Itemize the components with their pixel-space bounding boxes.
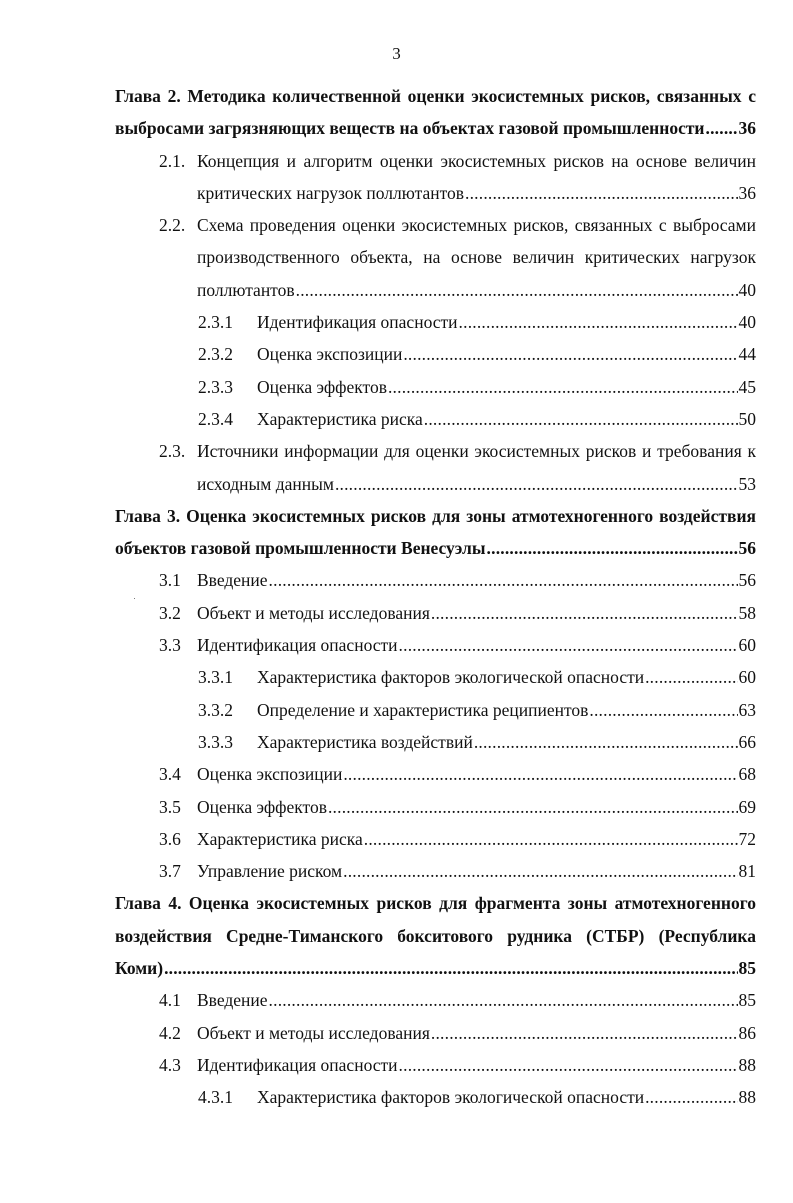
- toc-entry-title: Характеристика риска: [257, 408, 423, 429]
- toc-entry-last-line: [197, 1049, 756, 1081]
- toc-entry-last-line: [257, 338, 756, 370]
- toc-entry-title: Объект и методы исследования: [197, 602, 430, 623]
- toc-entry-page: 58: [738, 602, 756, 623]
- toc-entry-title: Оценка экспозиции: [197, 764, 343, 785]
- dot-leader: [706, 112, 738, 144]
- toc-entry-title: Введение: [197, 990, 268, 1011]
- toc-entry-number: 4.3.1: [198, 1087, 233, 1108]
- toc-entry-title-line: Глава 4. Оценка экосистемных рисков для фрагмента зоны атмотехногенного: [115, 893, 756, 914]
- toc-entry: [115, 564, 756, 596]
- toc-entry-title: Идентификация опасности: [197, 635, 398, 656]
- dot-leader: [424, 403, 738, 435]
- toc-entry: [115, 855, 756, 887]
- toc-entry: [115, 629, 756, 661]
- toc-entry-page: 56: [738, 538, 756, 559]
- toc-entry-page: 85: [738, 958, 756, 979]
- dot-leader: [403, 338, 737, 370]
- toc-entry-page: 53: [738, 473, 756, 494]
- toc-entry-page: 86: [738, 1022, 756, 1043]
- dot-leader: [343, 855, 737, 887]
- toc-entry-title-line: Глава 2. Методика количественной оценки экосистемных рисков, связанных с: [115, 86, 756, 106]
- dot-leader: [487, 532, 738, 564]
- toc-entry-number: 2.3.2: [198, 344, 233, 365]
- toc-entry-page: 50: [738, 408, 756, 429]
- toc-entry-title: исходным данным: [197, 473, 334, 494]
- toc-entry-last-line: [257, 306, 756, 338]
- toc-entry-number: 2.3.3: [198, 376, 233, 397]
- toc-entry-page: 68: [738, 764, 756, 785]
- toc-entry-last-line: [115, 112, 756, 144]
- toc-chapter: [115, 500, 756, 565]
- toc-entry-last-line: [197, 855, 756, 887]
- toc-entry-number: 3.1: [159, 570, 181, 591]
- dot-leader: [399, 1049, 738, 1081]
- toc-entry-title: Идентификация опасности: [197, 1054, 398, 1075]
- page-number: 3: [392, 44, 401, 63]
- toc-entry-number: 2.3.4: [198, 408, 233, 429]
- toc-entry-page: 44: [738, 344, 756, 365]
- toc-entry-last-line: [197, 177, 756, 209]
- scan-speck: [134, 598, 135, 599]
- toc-entry-page: 36: [738, 182, 756, 203]
- toc-entry-number: 4.3: [159, 1054, 181, 1075]
- toc-entry-last-line: [257, 661, 756, 693]
- toc-entry-page: 60: [738, 635, 756, 656]
- toc-entry-number: 3.5: [159, 796, 181, 817]
- dot-leader: [431, 1017, 738, 1049]
- toc-entry: [115, 145, 756, 210]
- toc-entry-title: Введение: [197, 570, 268, 591]
- toc-entry-last-line: [257, 726, 756, 758]
- toc-entry-number: 3.3.3: [198, 731, 233, 752]
- toc-entry-title: Характеристика риска: [197, 828, 363, 849]
- toc-entry-title-line: производственного объекта, на основе величин критических нагрузок: [197, 247, 756, 268]
- toc-entry-number: 4.2: [159, 1022, 181, 1043]
- dot-leader: [399, 629, 738, 661]
- toc-entry-page: 63: [738, 699, 756, 720]
- dot-leader: [589, 694, 737, 726]
- toc-entry: [115, 661, 756, 693]
- toc-entry-page: 88: [738, 1054, 756, 1075]
- toc-entry-title: Определение и характеристика реципиентов: [257, 699, 589, 720]
- toc-entry: [115, 823, 756, 855]
- toc-entry-last-line: [197, 274, 756, 306]
- toc-entry-title: Управление риском: [197, 861, 343, 882]
- toc-entry-page: 60: [738, 667, 756, 688]
- toc-entry-title-line: Концепция и алгоритм оценки экосистемных рисков на основе величин: [197, 150, 756, 171]
- toc-entry-title-line: Глава 3. Оценка экосистемных рисков для зоны атмотехногенного воздействия: [115, 505, 756, 526]
- dot-leader: [296, 274, 738, 306]
- dot-leader: [328, 791, 738, 823]
- toc-entry-number: 2.3.1: [198, 312, 233, 333]
- dot-leader: [645, 661, 737, 693]
- toc-entry-last-line: [197, 597, 756, 629]
- toc-entry-title: выбросами загрязняющих веществ на объектах газовой промышленности: [115, 118, 705, 139]
- toc-entry-title-line: Схема проведения оценки экосистемных рисков, связанных с выбросами: [197, 215, 756, 236]
- toc-entry-number: 2.3.: [159, 441, 186, 462]
- toc-entry-page: 40: [738, 279, 756, 300]
- toc-entry-number: 4.1: [159, 990, 181, 1011]
- toc-entry: [115, 338, 756, 370]
- toc-entry-title: Коми): [115, 958, 164, 979]
- toc-entry: [115, 726, 756, 758]
- dot-leader: [364, 823, 738, 855]
- toc-entry-number: 2.1.: [159, 150, 186, 171]
- toc-entry: [115, 306, 756, 338]
- dot-leader: [164, 952, 737, 984]
- toc-entry-title: критических нагрузок поллютантов: [197, 182, 465, 203]
- toc-entry-page: 66: [738, 731, 756, 752]
- toc-entry-title-line: воздействия Средне-Тиманского бокситового рудника (СТБР) (Республика: [115, 925, 756, 946]
- toc-entry-number: 3.6: [159, 828, 181, 849]
- toc-entry: [115, 791, 756, 823]
- toc-entry-page: 69: [738, 796, 756, 817]
- toc-entry: [115, 597, 756, 629]
- dot-leader: [388, 371, 738, 403]
- toc-entry-last-line: [197, 791, 756, 823]
- toc-entry-number: 3.2: [159, 602, 181, 623]
- dot-leader: [645, 1081, 737, 1113]
- toc-entry-title: Идентификация опасности: [257, 312, 458, 333]
- toc-entry-last-line: [257, 1081, 756, 1113]
- toc-entry-title-line: Источники информации для оценки экосистемных рисков и требования к: [197, 441, 756, 462]
- toc-entry-number: 2.2.: [159, 215, 186, 236]
- toc-entry-title: Оценка эффектов: [257, 376, 387, 397]
- toc-entry-last-line: [197, 629, 756, 661]
- toc-entry-title: Оценка эффектов: [197, 796, 327, 817]
- toc-entry-title: Характеристика факторов экологической опасности: [257, 1087, 645, 1108]
- toc-entry-page: 45: [738, 376, 756, 397]
- toc-entry-page: 40: [738, 312, 756, 333]
- toc-entry-last-line: [197, 468, 756, 500]
- toc-entry-title: поллютантов: [197, 279, 295, 300]
- toc-entry-title: Характеристика факторов экологической опасности: [257, 667, 645, 688]
- toc-entry: [115, 403, 756, 435]
- toc-entry: [115, 209, 756, 306]
- table-of-contents: [115, 80, 756, 1114]
- toc-entry-title: Объект и методы исследования: [197, 1022, 430, 1043]
- toc-entry: [115, 1081, 756, 1113]
- dot-leader: [459, 306, 738, 338]
- dot-leader: [474, 726, 738, 758]
- toc-entry-last-line: [197, 564, 756, 596]
- toc-entry: [115, 758, 756, 790]
- toc-entry-last-line: [257, 403, 756, 435]
- toc-entry-last-line: [197, 758, 756, 790]
- toc-entry-last-line: [257, 694, 756, 726]
- toc-entry-page: 72: [738, 828, 756, 849]
- toc-entry-page: 85: [738, 990, 756, 1011]
- toc-entry: [115, 694, 756, 726]
- toc-entry: [115, 984, 756, 1016]
- toc-entry: [115, 371, 756, 403]
- toc-entry-last-line: [115, 532, 756, 564]
- toc-chapter: [115, 887, 756, 984]
- toc-entry-number: 3.3.1: [198, 667, 233, 688]
- toc-entry-last-line: [115, 952, 756, 984]
- dot-leader: [269, 564, 738, 596]
- toc-entry: [115, 435, 756, 500]
- dot-leader: [269, 984, 738, 1016]
- toc-entry-page: 81: [738, 861, 756, 882]
- toc-entry-number: 3.7: [159, 861, 181, 882]
- toc-entry-last-line: [197, 984, 756, 1016]
- dot-leader: [343, 758, 737, 790]
- toc-entry: [115, 1017, 756, 1049]
- dot-leader: [335, 468, 738, 500]
- dot-leader: [431, 597, 738, 629]
- toc-entry-last-line: [257, 371, 756, 403]
- toc-entry: [115, 1049, 756, 1081]
- toc-entry-page: 36: [738, 118, 756, 139]
- toc-entry-last-line: [197, 823, 756, 855]
- dot-leader: [465, 177, 737, 209]
- toc-entry-title: Характеристика воздействий: [257, 731, 473, 752]
- toc-entry-number: 3.3.2: [198, 699, 233, 720]
- toc-entry-last-line: [197, 1017, 756, 1049]
- toc-chapter: [115, 80, 756, 145]
- toc-entry-title: Оценка экспозиции: [257, 344, 403, 365]
- toc-entry-title: объектов газовой промышленности Венесуэлы: [115, 538, 486, 559]
- toc-entry-page: 56: [738, 570, 756, 591]
- toc-entry-number: 3.3: [159, 635, 181, 656]
- toc-entry-page: 88: [738, 1087, 756, 1108]
- toc-entry-number: 3.4: [159, 764, 181, 785]
